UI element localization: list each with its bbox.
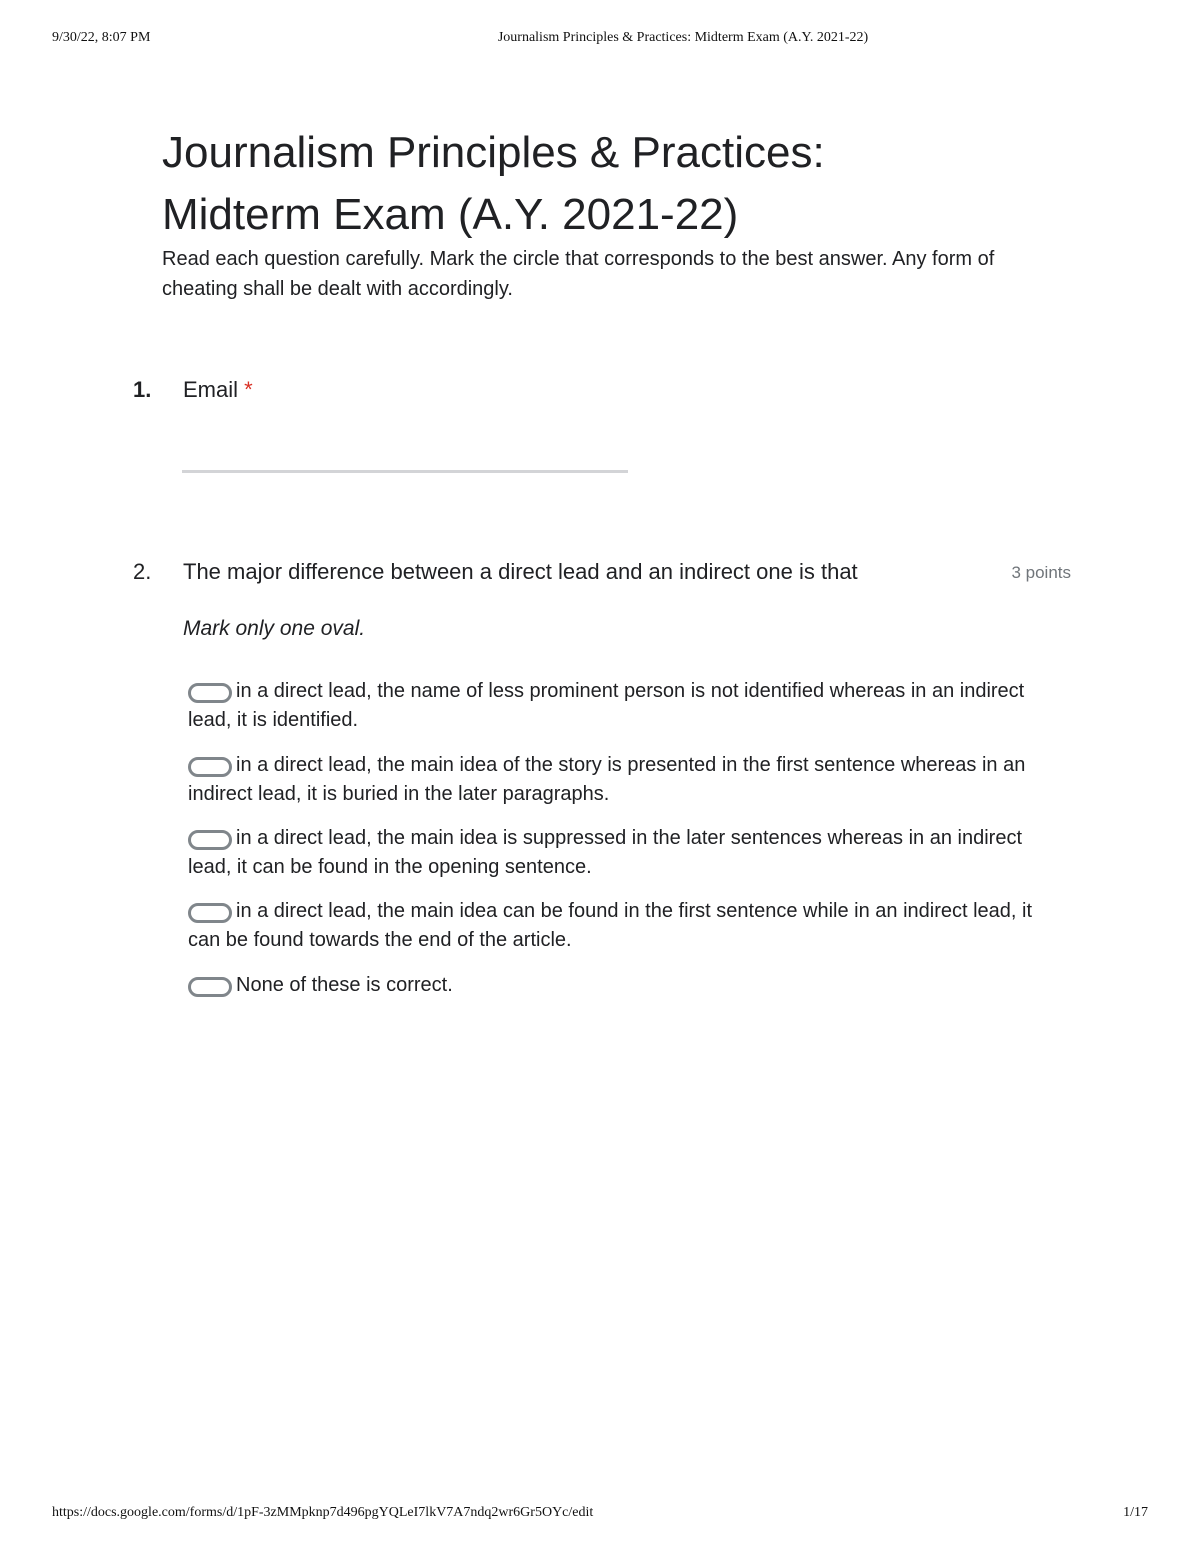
- form-description: Read each question carefully. Mark the circle that corresponds to the best answer. Any form of cheating shall be dealt with accordingly.: [162, 248, 995, 300]
- option-label: None of these is correct.: [236, 974, 453, 996]
- points-label: 3 points: [1011, 563, 1071, 582]
- question-number: 2.: [133, 559, 152, 584]
- question-label: Email: [183, 377, 239, 402]
- option-row[interactable]: [188, 897, 1048, 955]
- form-title: [162, 122, 1062, 246]
- radio-oval[interactable]: [188, 683, 232, 703]
- question-text: The major difference between a direct lead and an indirect one is that: [183, 559, 858, 584]
- required-marker: *: [244, 377, 253, 402]
- option-row[interactable]: [188, 751, 1048, 809]
- option-label: in a direct lead, the main idea is suppressed in the later sentences whereas in an indirect lead, it can be found in the opening sentence.: [188, 827, 1023, 878]
- email-field[interactable]: [182, 470, 628, 473]
- form-title-line2: Midterm Exam (A.Y. 2021-22): [162, 190, 739, 239]
- radio-oval[interactable]: [188, 903, 232, 923]
- print-doc-title: Journalism Principles & Practices: Midterm Exam (A.Y. 2021-22): [497, 30, 869, 45]
- option-row[interactable]: [188, 824, 1048, 882]
- option-label: in a direct lead, the main idea can be found in the first sentence while in an indirect lead, it can be found towards the end of the article.: [188, 900, 1033, 951]
- option-label: in a direct lead, the main idea of the story is presented in the first sentence whereas in an indirect lead, it is buried in the later paragraphs.: [188, 754, 1026, 805]
- option-row[interactable]: [188, 971, 1048, 1000]
- question-number: 1.: [133, 377, 152, 402]
- radio-oval[interactable]: [188, 977, 232, 997]
- print-header: [0, 30, 1200, 50]
- option-row[interactable]: [188, 677, 1048, 735]
- page-number: 1/17: [1123, 1505, 1148, 1520]
- radio-oval[interactable]: [188, 757, 232, 777]
- mark-instruction: Mark only one oval.: [183, 617, 366, 640]
- print-footer: [0, 1505, 1200, 1525]
- print-url: https://docs.google.com/forms/d/1pF-3zMMpknp7d496pgYQLeI7lkV7A7ndq2wr6Gr5OYc/edit: [52, 1505, 594, 1520]
- option-label: in a direct lead, the name of less prominent person is not identified whereas in an indirect lead, it is identified.: [188, 680, 1025, 731]
- print-datetime: 9/30/22, 8:07 PM: [52, 30, 151, 45]
- question-text: [183, 377, 253, 403]
- radio-oval[interactable]: [188, 830, 232, 850]
- form-title-line1: Journalism Principles & Practices:: [162, 128, 825, 177]
